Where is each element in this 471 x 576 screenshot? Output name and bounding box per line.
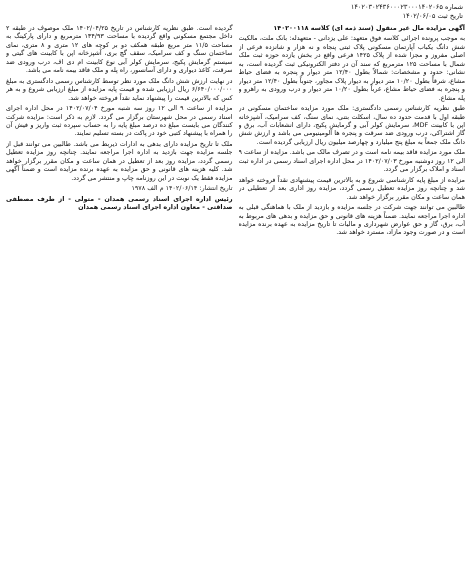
left-paragraph-4: ملک تا تاریخ مزایده دارای بدهی به ادارات ذیربط می باشد. طالبین می توانند قبل از جلسه مزایده جهت بازدید به اداره اجرا مراجعه نمایند. چنانچه روز مزایده تعطیل رسمی گردد، مزایده روز بعد از تعطیل در همان ساعت و مکان مقرر برگزار خواهد شد. کلیه هزینه های قانونی و حق مزایده به عهده برنده مزایده است و ضمناً آگهی مزایده فقط یک نوبت در این روزنامه چاپ و منتشر می گردد. (6, 139, 233, 182)
right-paragraph-5: طالبین می توانند جهت شرکت در جلسه مزایده و بازدید از ملک با هماهنگی قبلی به اداره اجرا مراجعه نمایند. ضمناً هزینه های قانونی و حق مزایده و بدهی های مربوط به آب، برق، گاز و حق عوارض شهرداری و مالیات تا تاریخ مزایده به عهده برنده مزایده است و در صورت وجود مازاد، مسترد خواهد شد. (238, 203, 465, 237)
right-paragraph-4: مزایده از مبلغ پایه کارشناسی شروع و به بالاترین قیمت پیشنهادی نقداً فروخته خواهد شد و چنانچه روز مزایده تعطیل رسمی گردد، مزایده روز اداری بعد از تعطیلی در همان ساعت و مکان مقرر برگزار خواهد شد. (238, 175, 465, 201)
notice-header (253, 3, 463, 21)
right-paragraph-3: ملک مورد مزایده فاقد بیمه نامه است و در تصرف مالک می باشد. مزایده از ساعت ۹ الی ۱۲ روز دوشنبه مورخ ۱۴۰۲/۰۷/۰۳ در محل اداره اجرای اسناد رسمی در اداره ثبت اسناد و املاک برگزار می گردد. (238, 148, 465, 174)
left-column (6, 24, 233, 572)
right-column (239, 24, 466, 572)
left-paragraph-2: در نهایت ارزش شش دانگ ملک مورد نظر توسط کارشناس رسمی دادگستری به مبلغ ۶/۶۴۰/۰۰۰/۰۰۰ ریال ارزیابی شده و قیمت پایه مزایده از مبلغ ارزیابی شروع و به هر کس که بالاترین قیمت را پیشنهاد نماید نقداً فروخته خواهد شد. (6, 76, 233, 102)
right-paragraph-2: طبق نظریه کارشناس رسمی دادگستری: ملک مورد مزایده ساختمان مسکونی در طبقه اول با قدمت حدود ده سال، اسکلت بتنی، نمای سنگ، کف سرامیک، آشپزخانه اپن با کابینت MDF، سرمایش کولر آبی و گرمایش پکیج، دارای انشعابات آب، برق و گاز اشتراکی، درب ورودی ضد سرقت و پنجره ها آلومینیومی می باشد و ارزش شش دانگ ملک جمعاً به مبلغ پنج میلیارد و چهارصد میلیون ریال ارزیابی گردیده است. (238, 104, 465, 146)
notice-title: آگهی مزایده مال غیر منقول (سند ذمه ای) کلاسه ۱۴۰۲۰۰۱۱۸ (273, 24, 465, 32)
publication-date: تاریخ انتشار: ۱۴۰۲/۰۶/۱۴ م الف ۱۹۷۸ (131, 184, 233, 193)
signature-block: رئیس اداره اجرای اسناد رسمی همدان - متولی - از طرف مصطفی صداقتی - معاون اداره اجرای اسناد رسمی همدان (6, 194, 233, 212)
notice-registration-date: تاریخ ثبت ۱۴۰۲/۰۶/۰۵ (402, 12, 463, 20)
left-paragraph-3: مزایده از ساعت ۹ الی ۱۲ روز سه شنبه مورخ ۱۴۰۲/۰۷/۰۴ در محل اداره اجرای اسناد رسمی در محل شهرستان برگزار می گردد. لازم به ذکر است: مزایده شرکت کنندگان می بایست مبلغ ده درصد مبلغ پایه را به حساب سپرده ثبت واریز و فیش آن را همراه با پیشنهاد کتبی خود در پاکت در بسته تسلیم نمایند. (6, 104, 233, 138)
notice-columns (6, 24, 465, 572)
right-paragraph-1: به موجب پرونده اجرائی کلاسه فوق متعهد: علی یزدانی - متعهدله: بانک ملت، مالکیت شش دانگ یکباب آپارتمان مسکونی پلاک ثبتی پنجاه و نه هزار و شانزده فرعی از اصلی مفروز و مجزا شده از پلاک ۱۴۲۵ فرعی واقع در بخش یازده حوزه ثبت ملک شمال با مساحت ۱۲۵ مترمربع که سند آن در دفتر الکترونیکی ثبت گردیده است، به نشانی: حدود و مشخصات: شمالاً بطول ۱۲/۴۰ متر دیوار و پنجره به فضای حیاط مشاع، شرقاً بطول ۱۰/۲۰ متر دیوار به دیوار پلاک مجاور، جنوباً بطول ۱۲/۴۰ متر دیوار و پنجره به فضای حیاط مشاع، غرباً بطول ۱۰/۲۰ متر دیوار و درب ورودی به راهرو و پله مشاع. (238, 34, 465, 102)
notice-number: شماره ۱۴۰۲۰۳۰۲۴۳۶۰۰۰۲۳۰۰۰۱۴۰۲۰۶۵ (350, 3, 463, 11)
left-paragraph-1: گردیده است. طبق نظریه کارشناس در تاریخ ۱۴۰۲/۰۴/۲۵ ملک موصوف در طبقه ۲ داخل مجتمع مسکونی واقع گردیده با مساحت ۱۳۴/۹۳ مترمربع و دارای پارکینگ به مساحت ۱۱/۵ متر مربع طبقه همکف دو بر کوچه های ۱۲ متری و ۸ متری، نمای ساختمان سنگ و کف سرامیک، سقف گچ بری، آشپزخانه اپن با کابینت های گیتی و سیستم گرمایش پکیج، سرمایش کولر آبی نوع کابینت ام دی اف، درب ورودی ضد سرقت، کاغذ دیواری و دارای آسانسور، راه پله و ملک فاقد بیمه نامه می باشد. (6, 24, 233, 75)
